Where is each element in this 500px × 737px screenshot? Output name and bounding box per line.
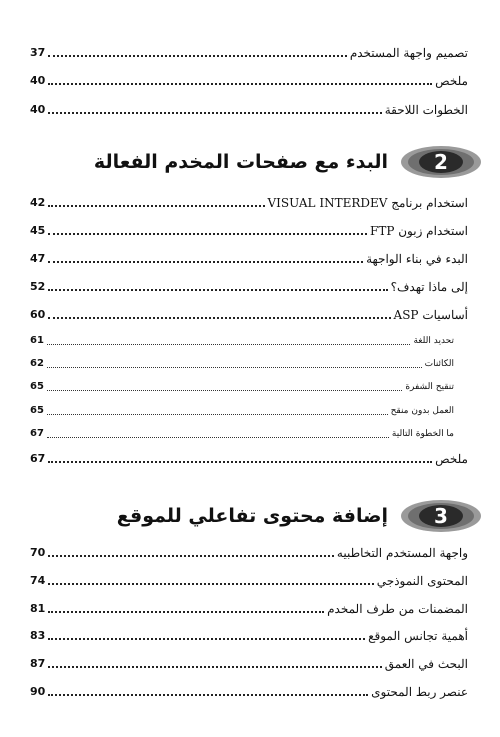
toc-entry-page: 40	[30, 74, 46, 87]
toc-entry-page: 61	[30, 335, 44, 346]
toc-entry-title: أساسيات ASP	[393, 308, 468, 322]
dot-leader	[48, 260, 363, 263]
toc-entry-title: عنصر ربط المحتوى	[371, 685, 468, 699]
dot-leader	[48, 693, 368, 696]
toc-entry-page: 67	[30, 452, 46, 465]
dot-leader	[48, 637, 365, 640]
toc-entry-title: تنقيح الشفرة	[405, 382, 454, 392]
toc-entry[interactable]	[30, 188, 468, 210]
toc-entry-page: 67	[30, 428, 44, 439]
toc-entry[interactable]	[30, 95, 468, 117]
chapter-title: البدء مع صفحات المخدم الفعالة	[93, 151, 388, 173]
toc-entry-title: واجهة المستخدم التخاطبيه	[336, 546, 468, 560]
toc-entry-page: 45	[30, 224, 46, 237]
dot-leader	[47, 343, 411, 345]
toc-entry[interactable]	[30, 444, 468, 466]
dot-leader	[48, 460, 432, 463]
dot-leader	[48, 54, 347, 57]
chapter-number: 2	[434, 150, 448, 174]
toc-entry-page: 40	[30, 103, 46, 116]
toc-entry-page: 65	[30, 405, 44, 416]
toc-entry-page: 65	[30, 381, 44, 392]
chapter-title: إضافة محتوى تفاعلي للموقع	[116, 505, 388, 527]
toc-entry-title: البحث في العمق	[384, 657, 468, 671]
toc-entry-page: 60	[30, 308, 46, 321]
toc-entry-title: العمل بدون منقح	[390, 406, 454, 416]
toc-entry-page: 74	[30, 574, 46, 587]
toc-subentry[interactable]	[30, 326, 468, 348]
toc-entry[interactable]	[30, 300, 468, 322]
toc-entry[interactable]	[30, 649, 468, 671]
dot-leader	[48, 316, 390, 319]
toc-entry-page: 87	[30, 657, 46, 670]
chapter-number-badge	[400, 145, 482, 179]
toc-entry-title: تصميم واجهة المستخدم	[349, 46, 468, 60]
dot-leader	[48, 665, 381, 668]
toc-entry-title: تحديد اللغة	[413, 336, 454, 346]
toc-entry-page: 52	[30, 280, 46, 293]
toc-entry[interactable]	[30, 66, 468, 88]
toc-entry[interactable]	[30, 38, 468, 60]
toc-entry-title: ملخص	[435, 74, 468, 88]
toc-entry[interactable]	[30, 566, 468, 588]
dot-leader	[47, 413, 388, 415]
dot-leader	[48, 610, 324, 613]
toc-entry-page: 42	[30, 196, 46, 209]
toc-entry-title: الكائنات	[424, 359, 454, 369]
chapter-number-badge	[400, 499, 482, 533]
toc-subentry[interactable]	[30, 419, 468, 441]
toc-entry[interactable]	[30, 594, 468, 616]
toc-entry[interactable]	[30, 621, 468, 643]
toc-entry-title: استخدام برنامج VISUAL INTERDEV	[267, 196, 468, 210]
toc-entry-title: ملخص	[435, 452, 468, 466]
chapter-2-header	[12, 140, 482, 184]
toc-entry-page: 37	[30, 46, 46, 59]
toc-entry-title: البدء في بناء الواجهة	[366, 252, 468, 266]
toc-entry-page: 81	[30, 602, 46, 615]
toc-entry-title: المضمنات من طرف المخدم	[327, 602, 468, 616]
toc-entry[interactable]	[30, 216, 468, 238]
toc-entry[interactable]	[30, 272, 468, 294]
dot-leader	[47, 436, 389, 438]
toc-entry-page: 47	[30, 252, 46, 265]
toc-entry-page: 70	[30, 546, 46, 559]
dot-leader	[48, 204, 264, 207]
toc-entry-title: استخدام زبون FTP	[370, 224, 468, 238]
dot-leader	[47, 366, 422, 368]
toc-entry-title: ما الخطوة التالية	[391, 429, 454, 439]
dot-leader	[48, 554, 334, 557]
toc-subentry[interactable]	[30, 349, 468, 371]
chapter-3-header	[12, 494, 482, 538]
toc-entry[interactable]	[30, 677, 468, 699]
dot-leader	[48, 582, 373, 585]
dot-leader	[48, 232, 367, 235]
toc-entry[interactable]	[30, 244, 468, 266]
toc-entry-title: إلى ماذا تهدف؟	[390, 280, 468, 294]
toc-entry-title: المحتوى النموذجي	[376, 574, 468, 588]
toc-entry-title: أهمية تجانس الموقع	[368, 629, 468, 643]
toc-entry-title: الخطوات اللاحقة	[384, 103, 468, 117]
toc-entry[interactable]	[30, 538, 468, 560]
toc-entry-page: 83	[30, 629, 46, 642]
chapter-number: 3	[434, 504, 448, 528]
toc-entry-page: 62	[30, 358, 44, 369]
dot-leader	[48, 288, 387, 291]
dot-leader	[47, 389, 402, 391]
dot-leader	[48, 82, 432, 85]
toc-subentry[interactable]	[30, 396, 468, 418]
toc-subentry[interactable]	[30, 372, 468, 394]
toc-entry-page: 90	[30, 685, 46, 698]
dot-leader	[48, 111, 381, 114]
